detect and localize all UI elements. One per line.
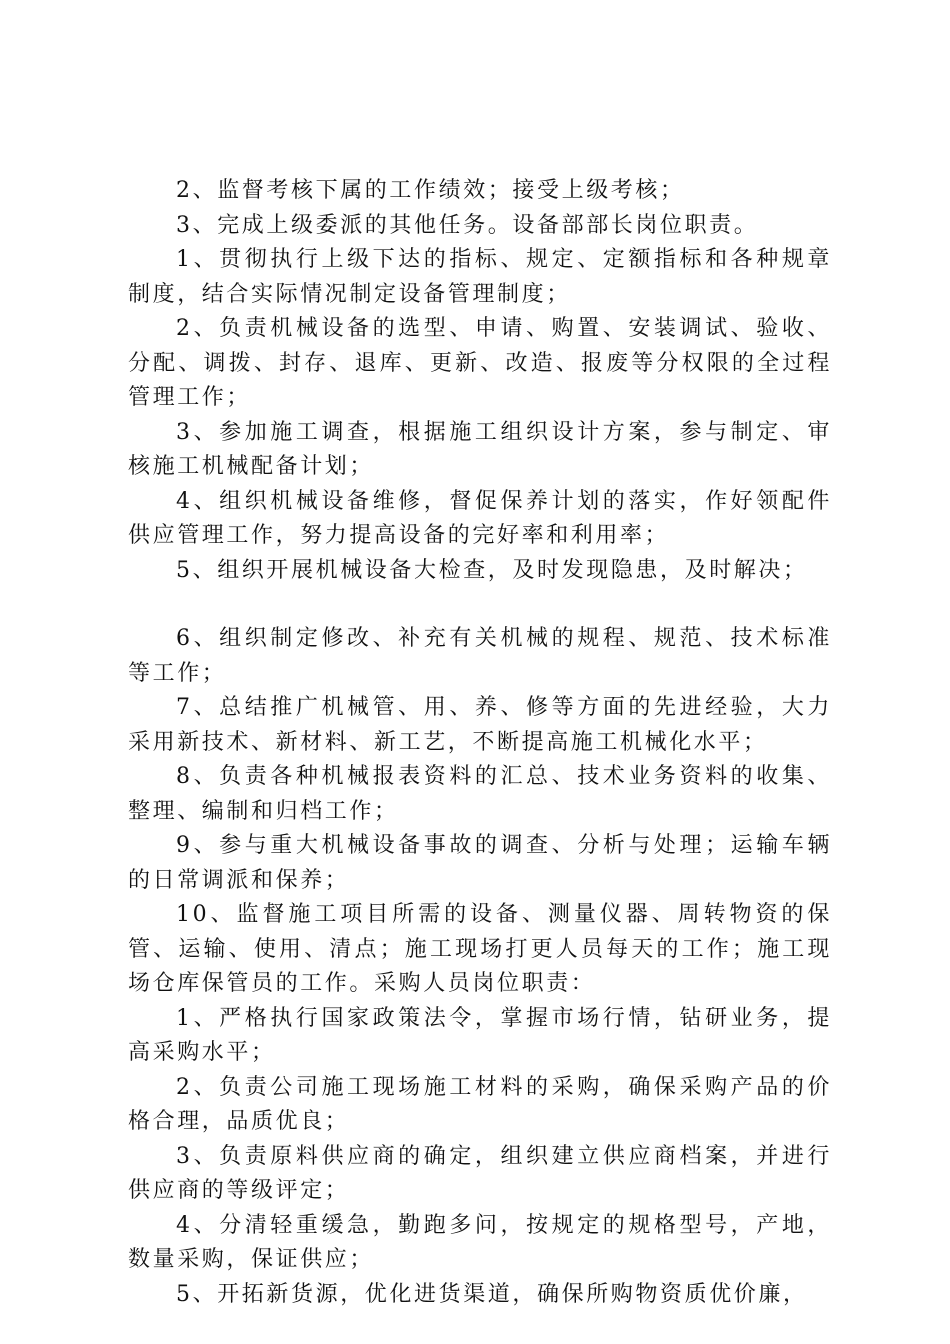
- paragraph: 3、参加施工调查，根据施工组织设计方案，参与制定、审核施工机械配备计划；: [128, 419, 832, 479]
- paragraph: 3、负责原料供应商的确定，组织建立供应商档案，并进行供应商的等级评定；: [128, 1143, 832, 1203]
- paragraph: 4、组织机械设备维修，督促保养计划的落实，作好领配件供应管理工作，努力提高设备的完好率和利用率；: [128, 488, 832, 548]
- paragraph: 1、贯彻执行上级下达的指标、规定、定额指标和各种规章制度，结合实际情况制定设备管理制度；: [128, 247, 832, 307]
- paragraph: 4、分清轻重缓急，勤跑多问，按规定的规格型号，产地，数量采购，保证供应；: [128, 1212, 832, 1272]
- paragraph: 1、严格执行国家政策法令，掌握市场行情，钻研业务，提高采购水平；: [128, 1005, 832, 1065]
- paragraph: 5、组织开展机械设备大检查，及时发现隐患，及时解决；: [176, 557, 808, 583]
- paragraph: 9、参与重大机械设备事故的调查、分析与处理；运输车辆的日常调派和保养；: [128, 833, 832, 893]
- paragraph: 5、开拓新货源，优化进货渠道，确保所购物资质优价廉，: [176, 1281, 808, 1307]
- paragraph: 2、负责公司施工现场施工材料的采购，确保采购产品的价格合理，品质优良；: [128, 1074, 832, 1134]
- document-body: [128, 174, 832, 1312]
- paragraph: 10、监督施工项目所需的设备、测量仪器、周转物资的保管、运输、使用、清点；施工现场打更人员每天的工作；施工现场仓库保管员的工作。采购人员岗位职责：: [128, 902, 832, 996]
- paragraph: 7、总结推广机械管、用、养、修等方面的先进经验，大力采用新技术、新材料、新工艺，不断提高施工机械化水平；: [128, 695, 832, 755]
- paragraph: 6、组织制定修改、补充有关机械的规程、规范、技术标准等工作；: [128, 626, 832, 686]
- paragraph: 2、负责机械设备的选型、申请、购置、安装调试、验收、分配、调拨、封存、退库、更新、改造、报废等分权限的全过程管理工作；: [128, 316, 832, 410]
- paragraph: 3、完成上级委派的其他任务。设备部部长岗位职责。: [176, 212, 759, 238]
- paragraph-gap: [128, 588, 832, 622]
- paragraph: 2、监督考核下属的工作绩效；接受上级考核；: [176, 178, 685, 203]
- paragraph: 8、负责各种机械报表资料的汇总、技术业务资料的收集、整理、编制和归档工作；: [128, 764, 832, 824]
